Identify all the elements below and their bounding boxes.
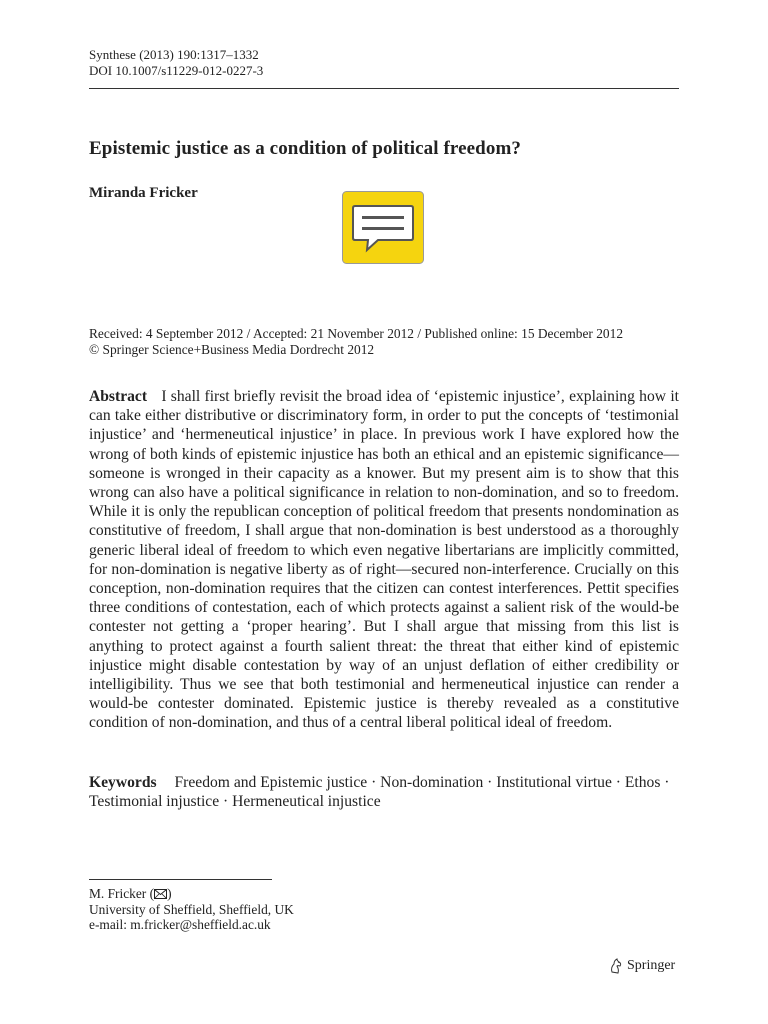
header-rule bbox=[89, 88, 679, 89]
correspondence-line bbox=[89, 886, 294, 902]
abstract-text: I shall first briefly revisit the broad idea of ‘epistemic injustice’, explaining how it can take either distributive or discriminatory form, in order to put the concepts of ‘testimonial injustice’ and ‘hermeneutical injustice’ in place. In previous work I have explored how the wrong of both kinds of epistemic injustice has both an ethical and an epistemic significance—someone is wronged in their capacity as a knower. But my present aim is to show that this wrong can also have a political significance in relation to non-domination, and so to freedom. While it is only the republican conception of political freedom that presents nondomination as constitutive of freedom, I shall argue that non-domination is best understood as a thoroughly generic liberal ideal of freedom to which even negative libertarians are implicitly committed, for non-domination is negative liberty as of right—secured non-interference. Crucially on this conception, non-domination requires that the citizen can contest interferences. Pettit specifies three conditions of contestation, each of which protects against a salient risk of the would-be contester not getting a ‘proper hearing’. But I shall argue that missing from this list is anything to protect against a fourth salient threat: the threat that either kind of epistemic injustice might disable contestation by way of an unjust deflation of either credibility or intelligibility. Thus we see that both testimonial and hermeneutical injustice can render a would-be contester dominated. Epistemic justice is thereby revealed as a constitutive condition of non-domination, and thus of a central liberal political ideal of freedom. bbox=[89, 388, 679, 732]
springer-logo bbox=[609, 958, 675, 974]
author-affiliation bbox=[89, 886, 294, 933]
envelope-icon[interactable] bbox=[154, 889, 167, 899]
springer-horse-logo bbox=[609, 958, 623, 974]
copyright-line: © Springer Science+Business Media Dordrecht 2012 bbox=[89, 342, 375, 357]
keywords bbox=[89, 773, 679, 811]
publication-dates bbox=[89, 326, 623, 358]
email-line[interactable]: e-mail: m.fricker@sheffield.ac.uk bbox=[89, 917, 271, 932]
article-title: Epistemic justice as a condition of political freedom? bbox=[89, 138, 521, 159]
comment-badge[interactable] bbox=[342, 191, 424, 264]
journal-header bbox=[89, 47, 263, 79]
publisher-name: Springer bbox=[627, 958, 676, 973]
abstract bbox=[89, 387, 679, 733]
footnote-author: M. Fricker bbox=[89, 886, 147, 901]
author-name: Miranda Fricker bbox=[89, 185, 198, 201]
keywords-label: Keywords bbox=[89, 774, 157, 791]
keywords-text: Freedom and Epistemic justice · Non-domination · Institutional virtue · Ethos · Testimonial injustice · Hermeneutical injustice bbox=[89, 774, 670, 811]
footnote-rule bbox=[89, 879, 272, 880]
envelope-wrap: ( ) bbox=[149, 886, 172, 901]
journal-citation: Synthese (2013) 190:1317–1332 bbox=[89, 47, 259, 62]
history-line: Received: 4 September 2012 / Accepted: 21 November 2012 / Published online: 15 December 2012 bbox=[89, 326, 624, 341]
affiliation-line: University of Sheffield, Sheffield, UK bbox=[89, 901, 294, 917]
doi-line: DOI 10.1007/s11229-012-0227-3 bbox=[89, 63, 264, 78]
abstract-label: Abstract bbox=[89, 388, 148, 405]
speech-bubble-icon bbox=[342, 191, 424, 264]
